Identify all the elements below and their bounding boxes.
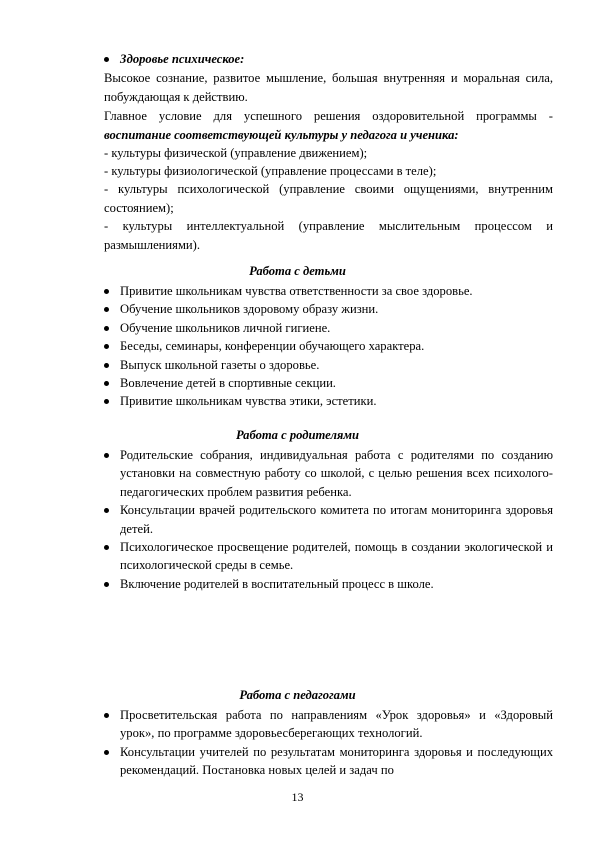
list-item: [104, 337, 553, 355]
culture-line-2: - культуры физиологической (управление процессами в теле);: [104, 164, 437, 178]
list-item: [104, 356, 553, 374]
list-item: [104, 575, 553, 593]
list-item: [104, 319, 553, 337]
list-item: [104, 374, 553, 392]
page-number: 13: [291, 790, 304, 804]
list-item-text: Включение родителей в воспитательный процесс в школе.: [120, 576, 434, 591]
bullet-icon: [104, 57, 109, 62]
culture-line-3: - культуры психологической (управление своими ощущениями, внутренним состоянием);: [104, 182, 553, 215]
culture-line-1: - культуры физической (управление движением);: [104, 146, 368, 160]
list-item-text: Просветительская работа по направлениям «Урок здоровья» и «Здоровый урок», по программе здоровьесберегающих технологий.: [120, 708, 553, 741]
intro-paragraph-1: Высокое сознание, развитое мышление, большая внутренняя и моральная сила, побуждающая к действию.: [104, 71, 553, 104]
list-item-text: Родительские собрания, индивидуальная работа с родителями по созданию установки на совместную работу со школой, с целью решения всех психолого-педагогических проблем развития ребенка.: [120, 448, 553, 499]
list-item: [104, 501, 553, 538]
list-item: [104, 743, 553, 780]
teachers-list: [104, 706, 553, 780]
list-item-text: Привитие школьникам чувства ответственности за свое здоровье.: [120, 284, 473, 298]
bullet-icon: [104, 326, 109, 331]
intro-heading-bullet: [104, 50, 244, 69]
bullet-icon: [104, 545, 109, 550]
bullet-icon: [104, 289, 109, 294]
list-item: [104, 446, 553, 501]
parents-list: [104, 446, 553, 593]
list-item-text: Консультации учителей по результатам мониторинга здоровья и последующих рекомендаций. Постановка новых целей и задач по: [120, 744, 553, 778]
list-item: [104, 300, 553, 318]
list-item-text: Психологическое просвещение родителей, помощь в создании экологической и психологической среды в семье.: [120, 540, 553, 573]
bullet-icon: [104, 363, 109, 368]
list-item-text: Беседы, семинары, конференции обучающего характера.: [120, 339, 425, 354]
culture-line-4: - культуры интеллектуальной (управление мыслительным процессом и размышлениями).: [104, 219, 553, 252]
intro-paragraph-2: [104, 107, 553, 144]
intro-paragraph-2-text: Главное условие для успешного решения оздоровительной программы -: [104, 109, 553, 123]
bullet-icon: [104, 713, 109, 718]
list-item-text: Обучение школьников здоровому образу жизни.: [120, 302, 379, 317]
bullet-icon: [104, 508, 109, 513]
list-item: [104, 538, 553, 575]
list-item-text: Привитие школьникам чувства этики, эстетики.: [120, 394, 377, 409]
children-section-title: Работа с детьми: [249, 264, 346, 278]
list-item-text: Вовлечение детей в спортивные секции.: [120, 376, 336, 391]
bullet-icon: [104, 750, 109, 755]
teachers-section-title: Работа с педагогами: [239, 688, 356, 702]
bullet-icon: [104, 582, 109, 587]
intro-paragraph-2-emphasis: воспитание соответствующей культуры у педагога и ученика:: [104, 127, 459, 142]
bullet-icon: [104, 381, 109, 386]
parents-section-title: Работа с родителями: [235, 428, 360, 442]
list-item: [104, 282, 553, 300]
intro-heading: Здоровье психическое:: [120, 52, 245, 66]
bullet-icon: [104, 307, 109, 312]
list-item: [104, 392, 553, 410]
bullet-icon: [104, 453, 109, 458]
children-list: [104, 282, 553, 411]
list-item-text: Консультации врачей родительского комитета по итогам мониторинга здоровья детей.: [120, 503, 553, 536]
bullet-icon: [104, 399, 109, 404]
bullet-icon: [104, 344, 109, 349]
list-item-text: Выпуск школьной газеты о здоровье.: [120, 357, 320, 372]
list-item-text: Обучение школьников личной гигиене.: [120, 320, 331, 335]
list-item: [104, 706, 553, 743]
